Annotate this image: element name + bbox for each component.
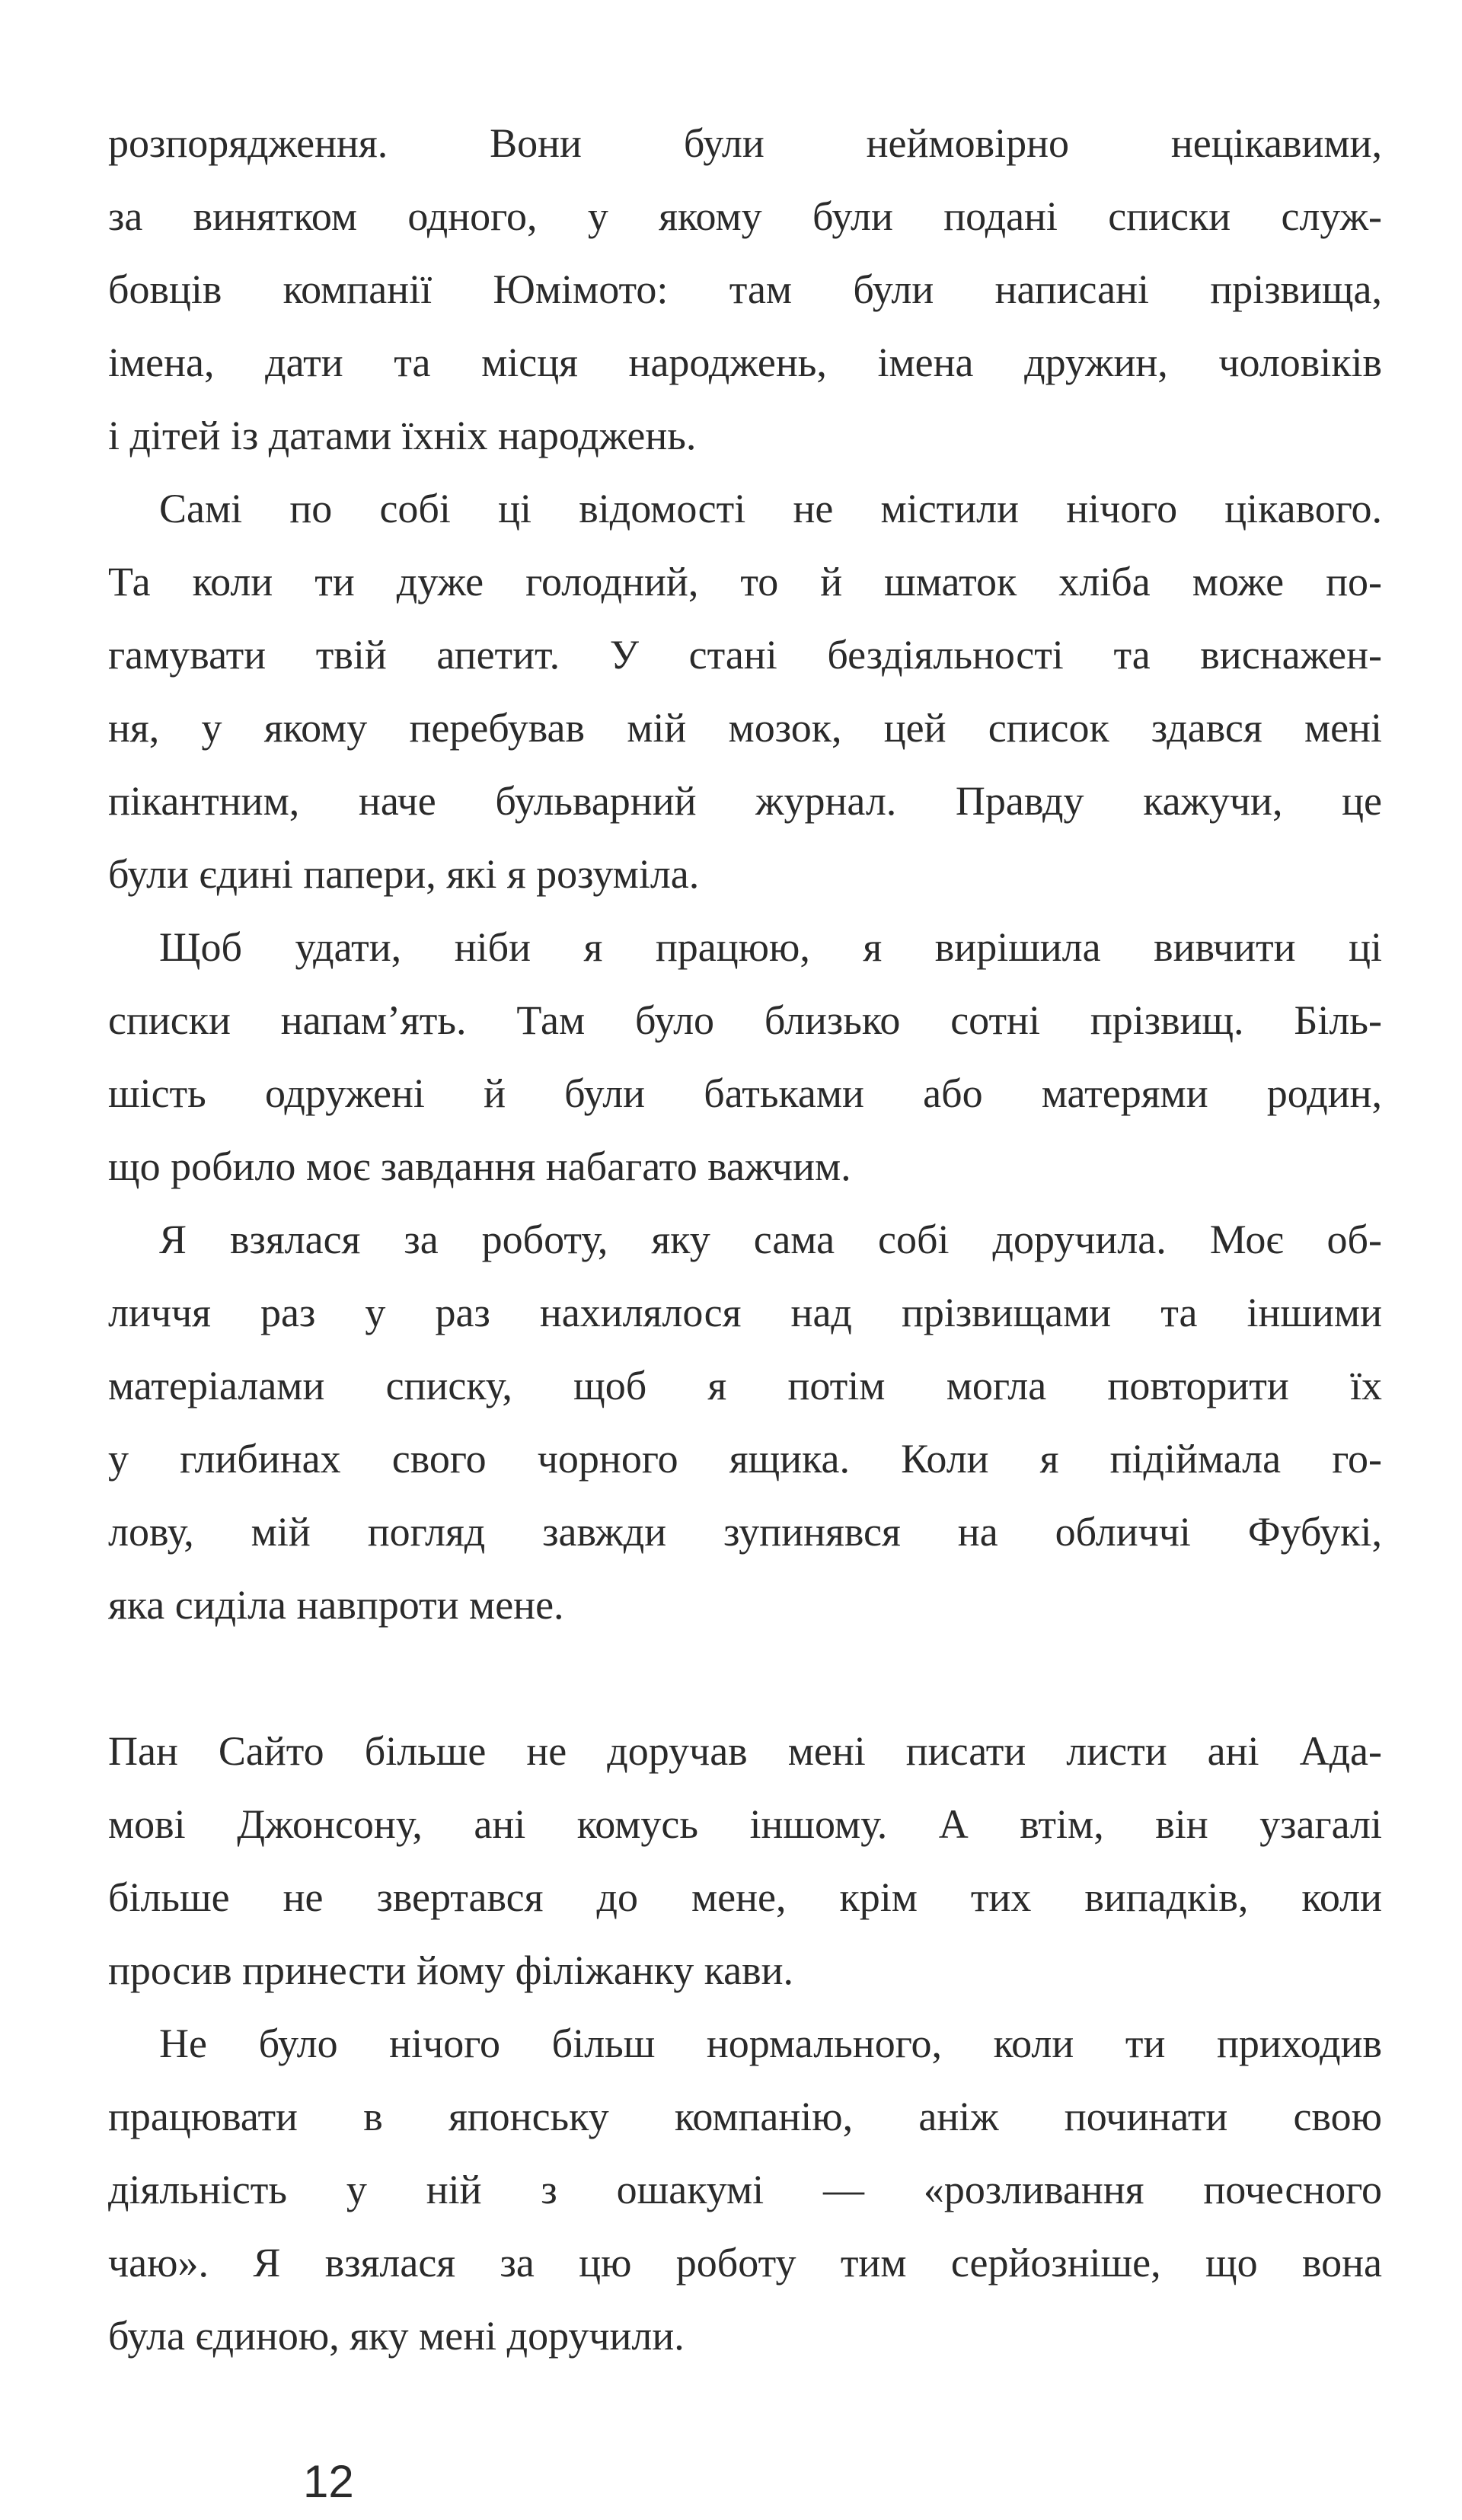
text-line: Та коли ти дуже голодний, то й шматок хліба може по- bbox=[108, 559, 1382, 604]
text-line: Щоб удати, ніби я працюю, я вирішила вивчити ці bbox=[159, 924, 1382, 970]
text-line: чаю». Я взялася за цю роботу тим серйозніше, що вона bbox=[108, 2240, 1382, 2286]
text-line: більше не звертався до мене, крім тих випадків, коли bbox=[108, 1874, 1382, 1920]
text-line: бовців компанії Юмімото: там були написані прізвища, bbox=[108, 266, 1382, 312]
text-line: були єдині папери, які я розуміла. bbox=[108, 851, 700, 897]
paragraph bbox=[108, 1715, 1382, 2007]
text-line: Я взялася за роботу, яку сама собі доручила. Моє об- bbox=[159, 1217, 1382, 1262]
text-line: працювати в японську компанію, аніж починати свою bbox=[108, 2094, 1382, 2139]
text-line: гамувати твій апетит. У стані бездіяльності та виснажен- bbox=[108, 632, 1382, 678]
paragraph bbox=[108, 911, 1382, 1203]
paragraph bbox=[108, 107, 1382, 472]
text-line: личчя раз у раз нахилялося над прізвищами та іншими bbox=[108, 1290, 1382, 1335]
text-line: Самі по собі ці відомості не містили нічого цікавого. bbox=[159, 486, 1382, 531]
paragraph bbox=[108, 1203, 1382, 1641]
text-line: Не було нічого більш нормального, коли ти приходив bbox=[159, 2021, 1382, 2066]
text-line: просив принести йому філіжанку кави. bbox=[108, 1947, 793, 1993]
page-footer bbox=[108, 2445, 1382, 2518]
text-line: і дітей із датами їхніх народжень. bbox=[108, 413, 697, 458]
text-line: шість одружені й були батьками або матерями родин, bbox=[108, 1070, 1382, 1116]
text-line: за винятком одного, у якому були подані списки служ- bbox=[108, 193, 1382, 239]
text-line: списки напам’ять. Там було близько сотні прізвищ. Біль- bbox=[108, 997, 1382, 1043]
text-line: що робило моє завдання набагато важчим. bbox=[108, 1144, 851, 1189]
section-break bbox=[108, 1641, 1382, 1715]
text-line: розпорядження. Вони були неймовірно нецікавими, bbox=[108, 120, 1382, 166]
text-line: у глибинах свого чорного ящика. Коли я підіймала го- bbox=[108, 1436, 1382, 1482]
text-line: яка сиділа навпроти мене. bbox=[108, 1582, 564, 1628]
text-line: лову, мій погляд завжди зупинявся на обличчі Фубукі, bbox=[108, 1509, 1382, 1555]
text-line: діяльність у ній з ошакумі — «розливання почесного bbox=[108, 2167, 1382, 2212]
page-number: 12 bbox=[303, 2456, 354, 2507]
paragraph bbox=[108, 472, 1382, 911]
text-line: імена, дати та місця народжень, імена дружин, чоловіків bbox=[108, 340, 1382, 385]
text-line: Пан Сайто більше не доручав мені писати листи ані Ада- bbox=[108, 1728, 1382, 1774]
book-page-text bbox=[108, 0, 1382, 2518]
text-line: була єдиною, яку мені доручили. bbox=[108, 2313, 685, 2359]
text-line: мові Джонсону, ані комусь іншому. А втім, він узагалі bbox=[108, 1801, 1382, 1847]
text-line: ня, у якому перебував мій мозок, цей список здався мені bbox=[108, 705, 1382, 751]
text-line: пікантним, наче бульварний журнал. Правду кажучи, це bbox=[108, 778, 1382, 824]
text-line: матеріалами списку, щоб я потім могла повторити їх bbox=[108, 1363, 1382, 1408]
paragraph bbox=[108, 2007, 1382, 2372]
